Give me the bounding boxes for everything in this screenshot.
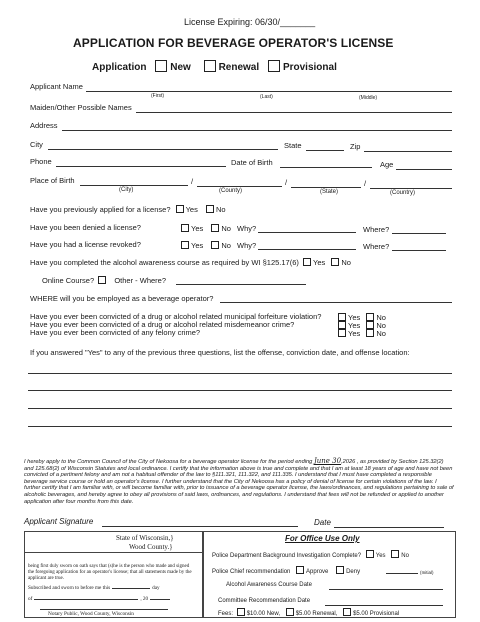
dob-line[interactable] xyxy=(280,167,372,168)
fees-row: Fees: $10.00 New, $5.00 Renewal, $5.00 Provisional xyxy=(218,608,399,617)
if-yes-instructions: If you answered "Yes" to any of the previous three questions, list the offense, conviction date, and offense location: xyxy=(30,348,410,357)
notary-of-line: of , 20 xyxy=(28,596,170,602)
c3-options: Yes No xyxy=(338,329,386,338)
online-checkbox[interactable] xyxy=(98,276,106,284)
place-of-birth-label: Place of Birth xyxy=(30,176,75,185)
q1-yes-checkbox[interactable] xyxy=(176,205,184,213)
conviction-municipal: Have you ever been convicted of a drug or alcohol related municipal forfeiture violation? xyxy=(30,312,322,321)
q2-no-checkbox[interactable] xyxy=(211,224,219,232)
last-caption: (Last) xyxy=(260,94,273,100)
fee-new-checkbox[interactable] xyxy=(237,608,245,616)
police-background: Police Department Background Investigation Complete? Yes No xyxy=(212,550,409,559)
pob-county-line[interactable] xyxy=(197,186,282,187)
offense-line-4[interactable] xyxy=(28,426,452,427)
pob-country-caption: (Country) xyxy=(390,190,416,196)
renewal-checkbox[interactable] xyxy=(204,60,216,72)
q2-where-line[interactable] xyxy=(392,233,446,234)
signature-line[interactable] xyxy=(102,526,298,527)
approve-checkbox[interactable] xyxy=(296,566,304,574)
q3-where-label: Where? xyxy=(363,242,390,251)
notary-county: Wood County.} xyxy=(129,543,173,551)
notary-signature-line[interactable] xyxy=(40,609,168,610)
notary-state: State of Wisconsin,} xyxy=(116,534,174,542)
offense-line-3[interactable] xyxy=(28,408,452,409)
pob-slash: / xyxy=(285,178,288,187)
q2-yes-checkbox[interactable] xyxy=(181,224,189,232)
city-label: City xyxy=(30,140,43,149)
fee-renewal-checkbox[interactable] xyxy=(286,608,294,616)
pob-state-caption: (State) xyxy=(320,189,339,195)
notary-subscribed: Subscribed and sworn to before me this day xyxy=(28,585,160,591)
middle-caption: (Middle) xyxy=(359,95,378,101)
deny-checkbox[interactable] xyxy=(336,566,344,574)
dob-label: Date of Birth xyxy=(231,158,273,167)
q3-why-line[interactable] xyxy=(258,249,356,250)
committee-date-line[interactable] xyxy=(325,605,443,606)
c2-yes-checkbox[interactable] xyxy=(338,321,346,329)
c1-yes-checkbox[interactable] xyxy=(338,313,346,321)
city-line[interactable] xyxy=(48,149,278,150)
pob-county-caption: (County) xyxy=(219,188,243,194)
q-employment-label: WHERE will you be employed as a beverage operator? xyxy=(30,294,214,303)
c2-no-checkbox[interactable] xyxy=(366,321,374,329)
state-line[interactable] xyxy=(306,150,344,151)
phone-label: Phone xyxy=(30,157,52,166)
signature-label: Applicant Signature xyxy=(24,517,94,526)
q-alcohol-course: Have you completed the alcohol awareness course as required by WI §125.17(6) Yes No xyxy=(30,258,351,267)
other-where-line[interactable] xyxy=(176,284,306,285)
chief-recommendation: Police Chief recommendation Approve Deny xyxy=(212,566,360,575)
initial-caption: (Initial) xyxy=(420,570,434,575)
q4-no-checkbox[interactable] xyxy=(331,258,339,266)
zip-line[interactable] xyxy=(364,151,452,152)
signature-date-label: Date xyxy=(314,518,331,527)
alcohol-course-date-line[interactable] xyxy=(329,589,443,590)
police-bg-yes-checkbox[interactable] xyxy=(366,550,374,558)
c3-no-checkbox[interactable] xyxy=(366,329,374,337)
conviction-felony: Have you ever been convicted of any felony crime? xyxy=(30,328,201,337)
option-new[interactable]: New xyxy=(155,62,191,73)
address-label: Address xyxy=(30,121,58,130)
state-label: State xyxy=(284,141,302,150)
pob-slash: / xyxy=(364,179,367,188)
pob-country-line[interactable] xyxy=(370,188,452,189)
phone-line[interactable] xyxy=(56,166,226,167)
c3-yes-checkbox[interactable] xyxy=(338,329,346,337)
age-label: Age xyxy=(380,160,394,169)
provisional-checkbox[interactable] xyxy=(268,60,280,72)
maiden-label: Maiden/Other Possible Names xyxy=(30,103,132,112)
q2-where-label: Where? xyxy=(363,225,390,234)
form-title: APPLICATION FOR BEVERAGE OPERATOR'S LICENSE xyxy=(73,36,394,50)
chief-initial-line[interactable] xyxy=(386,573,418,574)
committee-date-label: Committee Recommendation Date xyxy=(218,598,311,604)
application-label: Application xyxy=(92,62,147,73)
license-expiring: License Expiring: 06/30/_______ xyxy=(184,17,316,27)
q1-no-checkbox[interactable] xyxy=(206,205,214,213)
pob-city-caption: (City) xyxy=(119,187,134,193)
option-renewal[interactable]: Renewal xyxy=(204,62,260,73)
office-use-title: For Office Use Only xyxy=(285,534,360,543)
c1-options: Yes No xyxy=(338,313,386,322)
q-denied-label: Have you been denied a license? xyxy=(30,223,141,232)
q-revoked-label: Have you had a license revoked? xyxy=(30,240,141,249)
pob-slash: / xyxy=(191,177,194,186)
new-checkbox[interactable] xyxy=(155,60,167,72)
q-revoked-options: Yes No Why? xyxy=(181,241,256,250)
zip-label: Zip xyxy=(350,142,361,151)
q4-yes-checkbox[interactable] xyxy=(303,258,311,266)
q2-why-line[interactable] xyxy=(258,232,356,233)
offense-line-2[interactable] xyxy=(28,390,452,391)
address-line[interactable] xyxy=(62,130,452,131)
employment-line[interactable] xyxy=(220,302,452,303)
q-previously-applied: Have you previously applied for a license? Yes No xyxy=(30,205,226,214)
q3-yes-checkbox[interactable] xyxy=(181,241,189,249)
pob-city-line[interactable] xyxy=(80,185,188,186)
applicant-name-label: Applicant Name xyxy=(30,82,83,91)
pob-state-line[interactable] xyxy=(291,187,361,188)
notary-public-caption: Notary Public, Wood County, Wisconsin xyxy=(48,611,134,617)
application-type-row xyxy=(92,60,337,73)
conviction-misdemeanor: Have you ever been convicted of a drug or alcohol related misdemeanor crime? xyxy=(30,320,295,329)
applicant-name-line[interactable] xyxy=(86,91,452,92)
alcohol-course-date-label: Alcohol Awareness Course Date xyxy=(226,582,312,588)
option-provisional[interactable]: Provisional xyxy=(268,62,337,73)
q3-where-line[interactable] xyxy=(392,250,446,251)
age-line[interactable] xyxy=(396,169,452,170)
notary-sworn-text: being first duly sworn on oath says that (s)he is the person who made and signed the foregoing application for an operator's license; that all statements made by the applicant are true. xyxy=(28,564,192,581)
maiden-line[interactable] xyxy=(136,112,452,113)
declaration-paragraph: I hereby apply to the Common Council of the City of Nekoosa for a beverage operator license for the period ending June 30,2026 , as provided by Section 125.32(2) and 125.68(2) of Wisconsin Statutes and local ordinance. I certify that the information above is true and complete and that I am at least 18 years of age and have not been convicted of a pertinent felony and am not a habitual offender of the law to §111.321, 111.322, and 111.335. I understand that I must have completed a responsible beverage service course or hold an operator's license. I further understand that the City of Nekoosa has a policy of denial of license for certain violations of the law. I further certify that I am familiar with, or will become familiar with, prior to issuance of a beverage operator license, the laws/ordinances, and regulations pertaining to sale of alcoholic beverages, and hereby agree to obey all provisions of said laws, ordinances, and regulations. I understand that fees will not be refunded or applied to another application after four months from this date. xyxy=(24,457,454,505)
signature-date-line[interactable] xyxy=(334,527,444,528)
notary-rule xyxy=(24,552,202,553)
q-denied-options: Yes No Why? xyxy=(181,224,256,233)
fee-provisional-checkbox[interactable] xyxy=(343,608,351,616)
q-online-course: Online Course? Other - Where? xyxy=(42,276,166,285)
c1-no-checkbox[interactable] xyxy=(366,313,374,321)
c2-options: Yes No xyxy=(338,321,386,330)
first-caption: (First) xyxy=(151,93,165,99)
period-ending-date: June 30 xyxy=(313,457,342,465)
q3-no-checkbox[interactable] xyxy=(211,241,219,249)
offense-line-1[interactable] xyxy=(28,373,452,374)
police-bg-no-checkbox[interactable] xyxy=(391,550,399,558)
